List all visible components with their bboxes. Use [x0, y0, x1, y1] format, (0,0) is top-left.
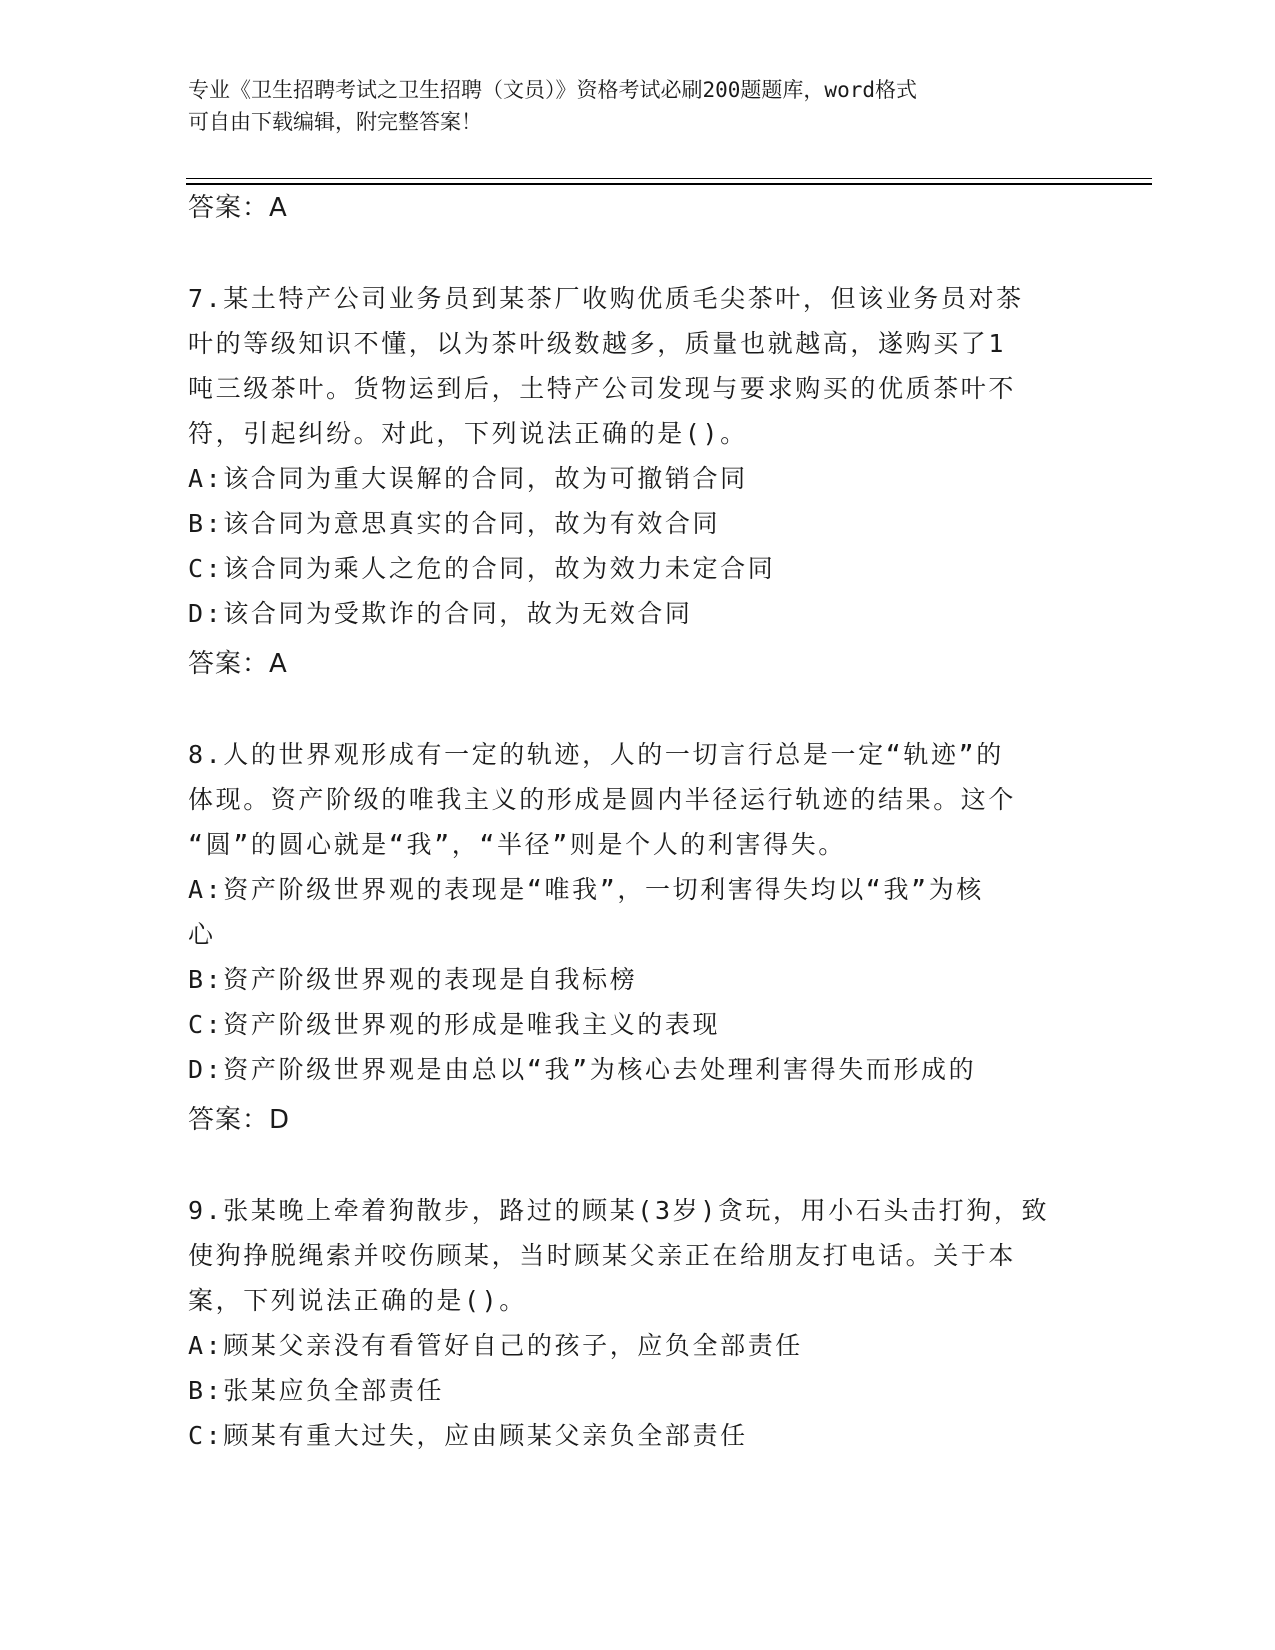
question-9 [188, 1188, 1088, 1458]
option-b: B:该合同为意思真实的合同，故为有效合同 [188, 509, 721, 538]
header-line-1: 专业《卫生招聘考试之卫生招聘（文员）》资格考试必刷200题题库，word格式 [188, 78, 917, 102]
answer-line [188, 1098, 1088, 1142]
option-c: C:该合同为乘人之危的合同，故为效力未定合同 [188, 554, 776, 583]
question-7 [188, 276, 1088, 686]
option-a-continued: 心 [188, 920, 216, 949]
question-text-line: 8.人的世界观形成有一定的轨迹，人的一切言行总是一定“轨迹”的 [188, 740, 1004, 769]
option-a: A:顾某父亲没有看管好自己的孩子，应负全部责任 [188, 1331, 803, 1360]
question-8 [188, 732, 1088, 1142]
option-a: A:资产阶级世界观的表现是“唯我”，一切利害得失均以“我”为核 [188, 875, 984, 904]
option-b: B:资产阶级世界观的表现是自我标榜 [188, 965, 638, 994]
option-d: D:资产阶级世界观是由总以“我”为核心去处理利害得失而形成的 [188, 1055, 977, 1084]
option-d: D:该合同为受欺诈的合同，故为无效合同 [188, 599, 693, 628]
option-b: B:张某应负全部责任 [188, 1376, 445, 1405]
header-rule-thick [186, 183, 1152, 185]
answer-value: D [269, 1105, 291, 1135]
question-text-line: 叶的等级知识不懂，以为茶叶级数越多，质量也就越高，遂购买了1 [188, 329, 1007, 358]
answer-line [188, 186, 1088, 230]
answer-value: A [269, 649, 288, 679]
question-text-line: 案，下列说法正确的是()。 [188, 1286, 527, 1315]
document-header [188, 74, 1068, 138]
question-text-line: 吨三级茶叶。货物运到后，土特产公司发现与要求购买的优质茶叶不 [188, 374, 1017, 403]
question-text-line: 符，引起纠纷。对此，下列说法正确的是()。 [188, 419, 748, 448]
question-text-line: “圆”的圆心就是“我”，“半径”则是个人的利害得失。 [188, 830, 846, 859]
answer-value: A [269, 193, 288, 223]
question-text-line: 使狗挣脱绳索并咬伤顾某，当时顾某父亲正在给朋友打电话。关于本 [188, 1241, 1017, 1270]
answer-label: 答案： [188, 649, 270, 679]
header-rule-thin [186, 178, 1152, 179]
option-c: C:顾某有重大过失，应由顾某父亲负全部责任 [188, 1421, 748, 1450]
answer-label: 答案： [188, 193, 270, 223]
question-text-line: 7.某土特产公司业务员到某茶厂收购优质毛尖茶叶，但该业务员对茶 [188, 284, 1024, 313]
question-text-line: 9.张某晚上牵着狗散步，路过的顾某(3岁)贪玩，用小石头击打狗，致 [188, 1196, 1050, 1225]
document-body [188, 186, 1088, 1458]
answer-label: 答案： [188, 1105, 270, 1135]
option-a: A:该合同为重大误解的合同，故为可撤销合同 [188, 464, 748, 493]
option-c: C:资产阶级世界观的形成是唯我主义的表现 [188, 1010, 721, 1039]
answer-line [188, 642, 1088, 686]
header-line-2: 可自由下载编辑，附完整答案！ [188, 110, 482, 134]
question-text-line: 体现。资产阶级的唯我主义的形成是圆内半径运行轨迹的结果。这个 [188, 785, 1017, 814]
